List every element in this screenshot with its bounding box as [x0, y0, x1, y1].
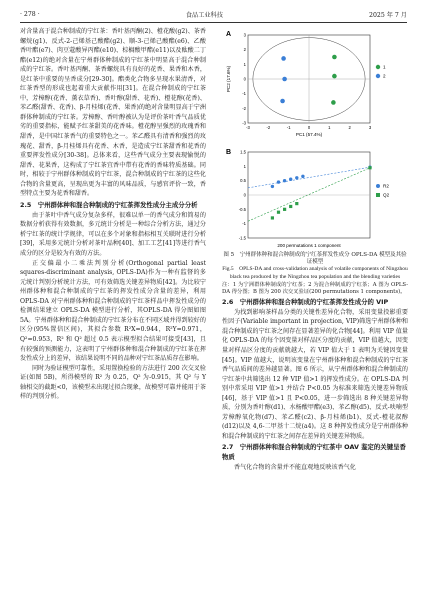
- data-point: [277, 211, 280, 214]
- paragraph: 同时为验证模型可靠性，采用置换检验的方法进行 200 次交叉验证(如图 5B)，所得模型的 R² 为 0.25，Q² 为-0.915，其 Q² 与 Y 轴相交的截距<0，该模型未出现过拟合现象，故模型可靠并能用于茶样的判别分析。: [20, 364, 206, 401]
- y-tick-label: -1.5: [238, 235, 246, 241]
- figure-caption-cn: 图 5 宁州群体种和混合种制成的宁红茶挥发性成分 OPLS-DA 模型及其验证模型: [223, 252, 407, 266]
- y-tick-label: -1: [242, 221, 246, 227]
- x-tick-label: 2: [348, 125, 351, 130]
- data-point: [301, 175, 304, 178]
- paragraph: 对含量高于混合种制成的宁红茶：香叶基丙酮(2)、橙花酸(g2)、茶香螺烷(g1)、反式-2-己烯基己酸酯(g2)、顺-3-己烯己酸酯(e6)、乙酸香叶酯(e7)、肉豆蔻酸异丙酯(e10)、棕榈酸甲酯(e11)以及酞酸二丁酯(e12)的绝对含量在宁州群体种制成的宁红茶中明显高于混合种制成的宁红茶。香叶基丙酮、茶香螺烷具有良好的花香、果香和木香，是红茶中重要的呈香成分[29-30]。酯类化合物多呈现水果清香，对红茶香型的形成也起着重大贡献作用[31]。在混合种制成的宁红茶中，芳樟醇(花香、薰衣草香)、香叶醇(甜香、花香)、橙花醇(花香)、苯乙醛(甜香、花香)、β-月桂烯(花香、果香)的绝对含量明显高于宁洲群体种制成的宁红茶。芳樟醇、香叶醇被认为是评价茶叶香气品质优劣的重要指标，能赋予红茶甜美的花香味。橙花醇呈强烈的玫瑰香和甜香，是中国红茶香气的重要特色之一。苯乙醛具有清香和强烈的玫瑰花、甜香，β-月桂烯具有花香、木香，是造成宁红茶甜香和花香的重要挥发性成分[30-38]。总体来看，这些香气成分主要表现愉悦的甜香、花果香，这构成了宁红茶宜香中带有花香的香味特质基础。同时，相较于宁州群体种制成的宁红茶，混合种制成的宁红茶的这些化合物的含量更高，呈现出更为丰富的风味品质，与感官评价一致，香型特点主要为花香和甜香。: [20, 28, 206, 198]
- paragraph: 为找到影响茶样品分类的关键性差异化合物，采用变量投影重要性因子(Variable important in projection, VIP)筛选宁州群体种和混合种制成的宁红茶之间存在显著差异的化合物[44]。利用 VIP 值量化 OPLS-DA 的每个因变量对样品区分度的贡献，VIP 值越大，因变量对样品区分度的贡献就越大，若 VIP 值大于 1 表明为关键因变量[45]。VIP 值越大，说明该变量在宁州群体种和混合种制成的宁红茶香气品质间的差异越显著。图 6 所示，从宁州群体种和混合种制成的宁红茶中共筛选出 12 种 VIP 值>1 的挥发性成分。在 OPLS-DA 判别中常采用 VIP 值>1 并结合 P<0.05 为标准来筛选关键差异物质[46]，基于 VIP 值>1 且 P<0.05，进一步筛选出 8 种关键差异物质，分别为香叶醇(d1)、水杨酸甲酯(e3)、苯乙醇(d5)、反式-呋喃型芳樟醇氧化物(d7)、苯乙醛(c2)、β-月桂烯(b1)、反式-橙花叔醇(d12)以及 4,6-二甲基十二烷(a4)。这 8 种挥发性成分是宁州群体种和混合种制成的宁红茶之间存在差异的关键差异物质。: [222, 308, 408, 440]
- data-point: [331, 100, 336, 105]
- running-header: [20, 8, 407, 20]
- paragraph: 由于茶叶中香气成分复杂多样，很难以单一的香气成分和简易的数据分析获得有效数据，多元统计分析是一种综合分析方法，通过分析宁红茶的统计学规律，可以在多个对象和指标相互关联时进行分析[39]，采用多元统计分析对茶叶品种[40]、加工工艺[41]等进行香气成分的区分是较为有效的方法。: [20, 211, 206, 258]
- data-point: [281, 56, 286, 61]
- y-tick-label: 0: [243, 76, 246, 82]
- section-heading: 2.5 宁州群体种和混合种制成的宁红茶挥发性成分主成分分析: [20, 200, 198, 209]
- legend-label: 1: [383, 64, 386, 70]
- header-rule: [20, 22, 407, 23]
- data-point: [295, 176, 298, 179]
- y-tick-label: 1: [243, 163, 246, 169]
- paragraph: 正交偏最小二乘法判别分析(Orthogonal partial least squares-discriminant analysis, OPLS-DA)作为一种有监督的多元统计判别分析统计方法，可有效筛选关键差异物质[42]。为比较宁州群体种和混合种制成的宁红茶的挥发性成分含量的差异，利用 OPLS-DA 对宁州群体种和混合种制成的宁红茶样品中挥发性成分的检测结果建立 OPLS-DA 模型进行分析，其OPLS-DA 得分图如图 5A。宁州群体种和混合种制成的宁红茶分布在不同区域并得到较好的区分(95%置信区间)，其拟合参数 R²X=0.944，R²Y=0.971，Q²=0.953，R² 和 Q² 超过 0.5 表示模型拟合结果可接受[43]，且有较强的预测能力，这表明了宁州群体种和混合种制成的宁红茶在挥发性成分上的差异，该结果说明不同的品种对宁红茶品质存在影响。: [20, 259, 206, 363]
- y-tick-label: -1: [242, 91, 246, 97]
- chart-b-permutation-plot: [222, 146, 408, 256]
- x-axis-label: PC1 (57.4%): [295, 132, 323, 137]
- data-point: [368, 166, 371, 169]
- panel-label: A: [226, 31, 232, 38]
- data-point: [332, 74, 337, 79]
- data-point: [280, 99, 285, 104]
- journal-name: 食品工业科技: [185, 11, 223, 19]
- chart-a-score-plot: [222, 27, 408, 142]
- data-point: [289, 178, 292, 181]
- data-point: [271, 216, 274, 219]
- issue-date: 2025 年 7 月: [369, 11, 407, 19]
- x-tick-label: 1: [328, 125, 331, 130]
- data-point: [277, 180, 280, 183]
- x-axis-label: 200 permutations 1 component: [277, 243, 341, 248]
- data-point: [332, 55, 337, 60]
- legend-label: R2: [383, 183, 389, 189]
- y-tick-label: 2: [243, 47, 246, 53]
- y-tick-label: 1.5: [240, 149, 246, 155]
- section-heading: 2.7 宁州群体种和混合种制成的宁红茶中 OAV 鉴定的关键呈香物质: [222, 443, 406, 462]
- legend-label: Q2: [383, 192, 390, 198]
- regression-line: [248, 167, 370, 188]
- legend-marker: [376, 193, 380, 197]
- panel-label: B: [226, 149, 232, 156]
- data-point: [283, 179, 286, 182]
- x-tick-label: -2: [266, 125, 271, 130]
- data-point: [295, 202, 298, 205]
- regression-line: [248, 168, 370, 221]
- y-tick-label: -0.5: [238, 206, 246, 212]
- y-tick-label: 0: [243, 192, 246, 198]
- y-tick-label: 1: [243, 61, 246, 67]
- left-column: [20, 27, 206, 402]
- data-point: [282, 77, 287, 82]
- data-point: [289, 205, 292, 208]
- figure-caption-en: Fig.5 OPLS-DA and cross-validation analysis of volatile components of Ningzhou black tea produced by the Ningzhou tea population and the blending varieties: [222, 266, 408, 280]
- legend-marker: [376, 184, 380, 188]
- legend-marker: [376, 65, 380, 69]
- y-tick-label: 3: [243, 32, 246, 38]
- paragraph: 香气化合物的含量并不能直观地反映该香气化: [234, 464, 356, 472]
- data-point: [283, 208, 286, 211]
- legend-marker: [376, 74, 380, 78]
- page-number: · 278 ·: [20, 10, 40, 18]
- y-tick-label: -3: [242, 120, 246, 126]
- figure-note: 注：1 为宁洲群体种制成的宁红茶；2 为混合种制成的宁红茶；A 图为 OPLS-DA 得分图；B 图为 200 次交叉验证(200 permutations 1 components)。: [222, 281, 408, 295]
- section-heading: 2.6 宁州群体种和混合种制成的宁红茶挥发性成分的 VIP: [222, 297, 389, 306]
- x-tick-label: -3: [246, 125, 250, 130]
- y-tick-label: 0.5: [240, 178, 246, 184]
- figure-5: [222, 27, 408, 252]
- y-tick-label: -2: [242, 105, 246, 111]
- x-tick-label: 0: [307, 125, 311, 130]
- data-point: [271, 185, 274, 188]
- right-column: [222, 27, 408, 473]
- x-tick-label: 3: [368, 125, 372, 130]
- y-axis-label: PC2 (17.6%): [226, 65, 231, 93]
- x-tick-label: -1: [286, 125, 291, 130]
- legend-label: 2: [383, 73, 386, 79]
